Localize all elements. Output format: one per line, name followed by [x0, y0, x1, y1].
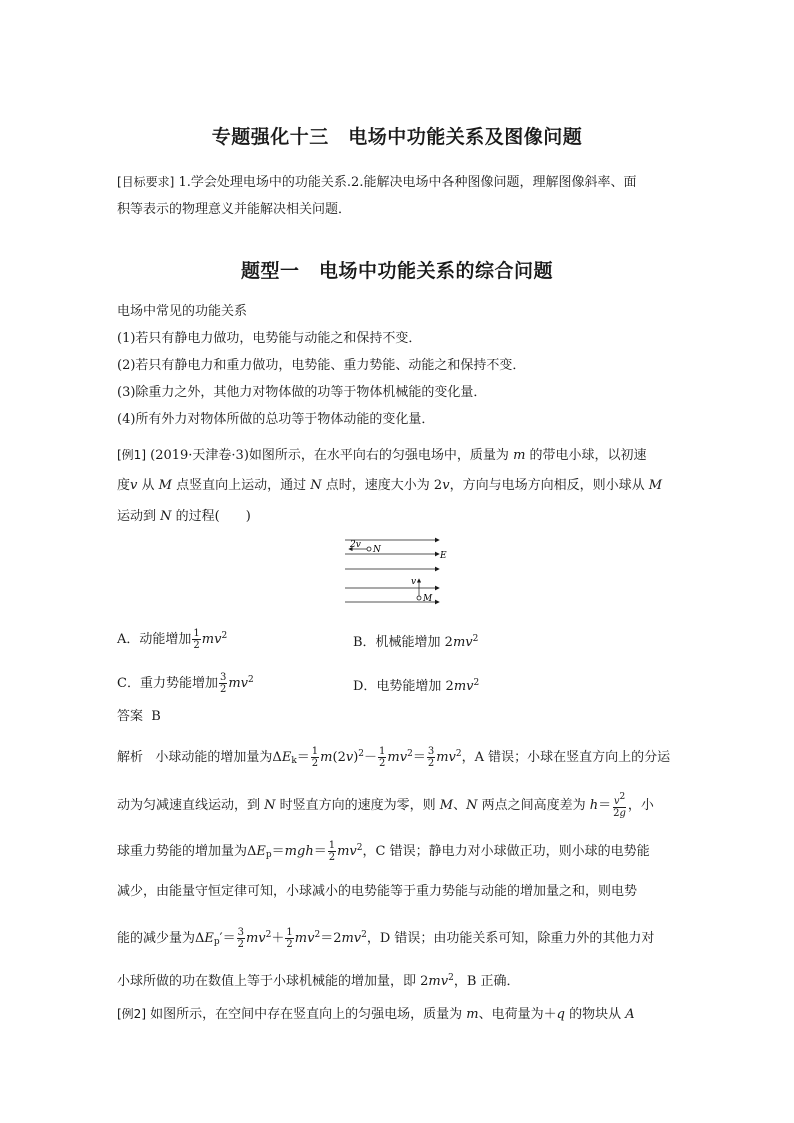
analysis-line2: 动为匀减速直线运动，到 N 时竖直方向的速度为零，则 M、N 两点之间高度差为 h＝ $\frac{v2}{2g}$ ，小 [117, 792, 654, 819]
label-m: M [423, 594, 433, 604]
label-v: v [411, 577, 417, 587]
option-b: B．机械能增加 $2mv^2$ [353, 634, 479, 650]
example1-line2: 度v 从 M 点竖直向上运动，通过 N 点时，速度大小为 2v，方向与电场方向相反，则小球从 M [117, 478, 663, 493]
label-2v: 2v [350, 540, 361, 550]
label-e: E [440, 551, 447, 561]
relation-item: (3)除重力之外，其他力对物体做的功等于物体机械能的变化量． [117, 385, 487, 400]
answer-line: 答案 B [117, 709, 161, 724]
relation-item: (4)所有外力对物体所做的总功等于物体动能的变化量． [117, 412, 435, 427]
ball-m [417, 596, 421, 600]
analysis-line3: 球重力势能的增加量为$\Delta E_p=mgh=$ $\frac{1}{2}$ $mv^2$，C 错误；静电力对小球做正功，则小球的电势能 [117, 840, 650, 863]
goal-tag: [目标要求] [117, 175, 175, 189]
goal-text-line1: 1.学会处理电场中的功能关系.2.能解决电场中各种图像问题，理解图像斜率、面 [178, 175, 637, 190]
relation-item: (2)若只有静电力和重力做功，电势能、重力势能、动能之和保持不变． [117, 358, 526, 373]
relation-item: (1)若只有静电力做功，电势能与动能之和保持不变． [117, 331, 422, 346]
goal-paragraph [117, 172, 683, 193]
ball-n [367, 547, 371, 551]
example2-line1: [例2] 如图所示，在空间中存在竖直向上的匀强电场，质量为 m、电荷量为＋q 的物块从 A [117, 1007, 635, 1022]
analysis-line1: 解析 小球动能的增加量为$\Delta E_k=$ $\frac{1}{2}$ $m(2v)^2-$ $\frac{1}{2}$ $mv^2=$ $\frac{3}{2}$ $mv^2$，A 错误；小球在竖直方向上的分运 [117, 746, 671, 769]
analysis-line5: 能的减少量为$\Delta E_p'=$ $\frac{3}{2}$ $mv^2+$ $\frac{1}{2}$ $mv^2=2mv^2$，D 错误；由功能关系可知，除重力外的其他力对 [117, 927, 655, 950]
option-d: D．电势能增加 $2mv^2$ [353, 678, 480, 694]
analysis-line6: 小球所做的功在数值上等于小球机械能的增加量，即 $2mv^2$，B 正确． [117, 973, 520, 989]
example1-line3: 运动到 N 的过程( ) [117, 509, 251, 524]
field-diagram [343, 534, 453, 610]
label-n: N [373, 545, 381, 555]
example1-source: (2019·天津卷·3) [150, 448, 249, 463]
analysis-line4: 减少，由能量守恒定律可知，小球减小的电势能等于重力势能与动能的增加量之和，则电势 [117, 884, 638, 899]
section-title: 题型一 电场中功能关系的综合问题 [240, 260, 553, 282]
page-title: 专题强化十三 电场中功能关系及图像问题 [211, 126, 583, 148]
option-a: A．动能增加 $\frac{1}{2}$ $mv^2$ [117, 628, 228, 651]
example2-tag: [例2] [117, 1007, 146, 1021]
example1-line1: [例1] (2019·天津卷·3)如图所示，在水平向右的匀强电场中，质量为 m 的带电小球，以初速 [117, 448, 647, 463]
relations-heading: 电场中常见的功能关系 [117, 304, 248, 319]
goal-text-line2: 积等表示的物理意义并能解决相关问题． [117, 202, 352, 217]
option-c: C．重力势能增加 $\frac{3}{2}$ $mv^2$ [117, 672, 254, 695]
example1-tag: [例1] [117, 448, 146, 462]
